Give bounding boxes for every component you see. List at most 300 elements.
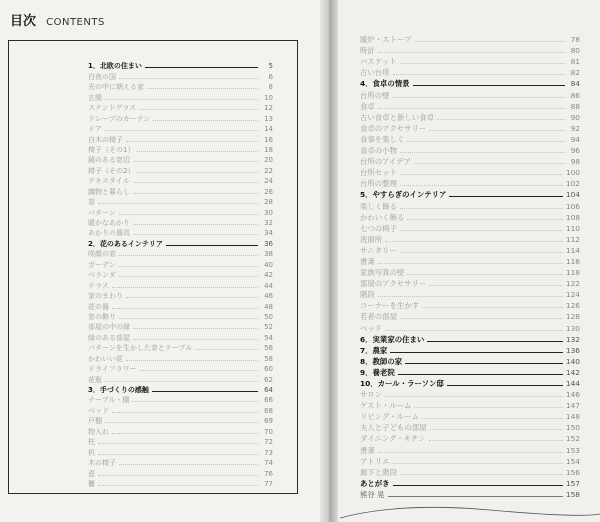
toc-page-number: 68 [264, 406, 273, 415]
toc-leader-line [105, 422, 258, 423]
toc-entry-title: パターンを生かした窓とテーブル [88, 344, 193, 353]
toc-leader-line [400, 63, 565, 64]
toc-entry [360, 244, 580, 255]
toc-leader-line [98, 203, 258, 204]
toc-leader-line [405, 363, 563, 364]
toc-page-number: 116 [565, 256, 580, 266]
toc-entry [360, 211, 580, 222]
toc-list-left [88, 60, 273, 488]
toc-leader-line [152, 391, 258, 392]
book-gutter [320, 0, 338, 522]
toc-leader-line [195, 349, 258, 350]
toc-entry-title: 椅子（その2） [88, 166, 135, 175]
toc-leader-line [147, 88, 258, 89]
toc-entry [88, 60, 273, 70]
toc-entry-title: 洗面所 [360, 234, 383, 244]
toc-entry-title: 8．教師の家 [360, 356, 403, 366]
toc-page-number: 150 [565, 423, 580, 433]
toc-entry-title: 織物と暮らし [88, 187, 130, 196]
toc-leader-line [407, 274, 563, 275]
toc-page-number: 42 [264, 271, 273, 280]
toc-leader-line [126, 297, 258, 298]
toc-entry [88, 352, 273, 362]
toc-leader-line [414, 41, 565, 42]
toc-leader-line [112, 287, 258, 288]
toc-leader-line [133, 182, 258, 183]
toc-leader-line [378, 452, 563, 453]
toc-entry-title: 7．農家 [360, 345, 388, 355]
toc-entry-title: 机 [88, 448, 95, 457]
toc-page-number: 50 [264, 312, 273, 321]
toc-page-number: 34 [264, 229, 273, 238]
toc-entry-title: 家族写真の壁 [360, 268, 405, 278]
toc-page-number: 153 [565, 445, 580, 455]
toc-entry-title: 食卓の小物 [360, 146, 397, 156]
toc-leader-line [140, 370, 258, 371]
toc-entry-title: 若者の部屋 [360, 312, 397, 322]
toc-leader-line [105, 381, 258, 382]
toc-page-number: 106 [565, 201, 580, 211]
toc-entry-title: 緑のある部屋 [88, 333, 130, 342]
toc-entry [88, 478, 273, 488]
toc-entry-title: ドア [88, 125, 102, 134]
toc-entry [88, 457, 273, 467]
toc-leader-line [385, 330, 563, 331]
toc-page-number: 69 [264, 417, 273, 426]
toc-entry [360, 443, 580, 454]
toc-leader-line [166, 245, 258, 246]
decorative-curve [340, 500, 600, 522]
toc-entry [88, 331, 273, 341]
toc-entry [88, 394, 273, 404]
toc-entry-title: パターン [88, 208, 116, 217]
toc-page-number: 30 [264, 208, 273, 217]
toc-entry-title: 夫人と子どもの部屋 [360, 423, 427, 433]
toc-entry-title: 窓 [88, 198, 95, 207]
toc-entry [88, 363, 273, 373]
toc-entry-title: 台所の整理 [360, 179, 397, 189]
toc-page-number: 156 [565, 467, 580, 477]
toc-page-number: 98 [570, 157, 580, 167]
toc-leader-line [400, 152, 565, 153]
toc-entry [360, 388, 580, 399]
toc-entry [360, 155, 580, 166]
toc-entry-title: バスケット [360, 57, 397, 67]
toc-page-number: 80 [570, 46, 580, 56]
toc-page-number: 100 [565, 168, 580, 178]
toc-entry-title: かわいく飾る [360, 212, 405, 222]
toc-leader-line [413, 85, 566, 86]
toc-entry [360, 333, 580, 344]
toc-page-number: 74 [264, 459, 273, 468]
toc-entry-title: 2．花のあるインテリア [88, 239, 163, 248]
toc-entry [360, 144, 580, 155]
toc-entry-title: 花の器 [88, 302, 109, 311]
toc-page-number: 108 [565, 212, 580, 222]
toc-entry-title: 書斎 [360, 256, 375, 266]
toc-page-number: 147 [565, 401, 580, 411]
contents-subtitle: CONTENTS [46, 17, 105, 28]
toc-entry-title: あとがき [360, 478, 390, 488]
toc-leader-line [119, 318, 258, 319]
toc-page-number: 44 [264, 281, 273, 290]
toc-leader-line [119, 255, 258, 256]
toc-leader-line [447, 385, 563, 386]
toc-leader-line [400, 474, 563, 475]
toc-page-number: 96 [570, 146, 580, 156]
toc-leader-line [400, 252, 563, 253]
toc-entry-title: 戸棚 [88, 417, 102, 426]
toc-entry [360, 33, 580, 44]
toc-page-number: 20 [264, 156, 273, 165]
toc-leader-line [119, 464, 258, 465]
toc-page-number: 86 [570, 90, 580, 100]
toc-leader-line [119, 276, 258, 277]
toc-entry-title: ベッド [88, 406, 109, 415]
toc-entry-title: ステンドグラス [88, 104, 137, 113]
toc-entry [88, 185, 273, 195]
toc-entry [88, 237, 273, 247]
toc-page-number: 26 [264, 187, 273, 196]
toc-leader-line [400, 230, 563, 231]
toc-entry [360, 255, 580, 266]
toc-entry [360, 421, 580, 432]
toc-page-number: 136 [565, 345, 580, 355]
toc-page-number: 18 [264, 145, 273, 154]
toc-entry [360, 77, 580, 88]
toc-page-number: 12 [264, 104, 273, 113]
toc-entry [360, 44, 580, 55]
toc-leader-line [139, 109, 258, 110]
toc-entry-title: ドライフラワー [88, 365, 137, 374]
toc-entry [88, 248, 273, 258]
toc-page-number: 13 [264, 114, 273, 123]
toc-page-number: 81 [570, 57, 580, 67]
toc-leader-line [112, 433, 258, 434]
toc-entry-title: ベランダ [88, 271, 116, 280]
toc-entry [360, 310, 580, 321]
toc-page-number: 76 [264, 469, 273, 478]
toc-entry-title: 9．養老院 [360, 367, 395, 377]
toc-entry-title: 柱 [88, 438, 95, 447]
toc-page-number: 158 [565, 489, 580, 499]
toc-page-number: 36 [264, 239, 273, 248]
toc-leader-line [112, 308, 258, 309]
toc-entry-title: かわいい花 [88, 354, 123, 363]
toc-leader-line [105, 99, 258, 100]
toc-entry [88, 321, 273, 331]
toc-entry [88, 154, 273, 164]
toc-page-number: 152 [565, 434, 580, 444]
toc-page-number: 82 [570, 68, 580, 78]
toc-leader-line [422, 418, 563, 419]
contents-title: 目次 [10, 14, 37, 29]
toc-leader-line [393, 74, 565, 75]
toc-page-number: 94 [570, 134, 580, 144]
toc-page-number: 144 [565, 379, 580, 388]
toc-entry [88, 206, 273, 216]
toc-entry-title: 暖かなあかり [88, 219, 130, 227]
toc-page-number: 46 [264, 292, 273, 301]
toc-entry-title: テラス [88, 281, 109, 290]
toc-page-number: 84 [570, 79, 580, 89]
toc-page-number: 72 [264, 438, 273, 447]
toc-entry-title: 10．カール・ラーソン邸 [360, 379, 444, 388]
toc-page-number: 22 [264, 166, 273, 175]
toc-entry [360, 188, 580, 199]
toc-leader-line [378, 52, 565, 53]
toc-entry-title: 家のまわり [88, 292, 123, 301]
toc-entry [88, 373, 273, 383]
toc-entry-title: 古い食卓と新しい食卓 [360, 112, 434, 122]
toc-entry-title: 部屋のアクセサリー [360, 279, 427, 289]
toc-entry [88, 269, 273, 279]
toc-leader-line [407, 141, 565, 142]
toc-entry [360, 122, 580, 133]
toc-entry-title: 七つの椅子 [360, 223, 397, 233]
toc-entry [88, 300, 273, 310]
toc-leader-line [393, 485, 563, 486]
toc-entry [88, 436, 273, 446]
toc-entry-title: 台所のアイデア [360, 157, 412, 167]
toc-entry-title: サロン [360, 390, 383, 400]
toc-page-number: 126 [565, 301, 580, 311]
toc-leader-line [119, 78, 258, 79]
toc-page-number: 110 [565, 223, 580, 233]
toc-entry [88, 342, 273, 352]
toc-page-number: 54 [264, 333, 273, 342]
toc-entry [88, 290, 273, 300]
toc-leader-line [414, 407, 562, 408]
toc-entry [88, 175, 273, 185]
toc-page-number: 112 [565, 234, 580, 244]
toc-entry [360, 355, 580, 366]
toc-entry-title: 白夜の国 [88, 72, 116, 81]
toc-entry-title: 咲顔の窓 [88, 250, 116, 259]
toc-leader-line [407, 219, 563, 220]
toc-page-number: 130 [565, 323, 580, 333]
toc-leader-line [133, 161, 258, 162]
toc-entry-title: 階段 [360, 290, 375, 300]
toc-entry-title: 食卓のアクセサリー [360, 123, 427, 133]
toc-page-number: 60 [264, 365, 273, 374]
toc-leader-line [133, 328, 258, 329]
toc-leader-line [98, 485, 258, 486]
toc-leader-line [119, 266, 258, 267]
toc-entry-title: 楽しく飾る [360, 201, 397, 211]
toc-leader-line [145, 67, 258, 68]
toc-entry [360, 177, 580, 188]
toc-entry-title: 3．手づくりの感触 [88, 386, 149, 394]
toc-entry [88, 404, 273, 414]
toc-page-number: 66 [264, 396, 273, 405]
toc-leader-line [437, 119, 565, 120]
toc-leader-line [429, 440, 563, 441]
toc-entry-title: 木の椅子 [88, 459, 116, 468]
toc-entry [88, 102, 273, 112]
toc-entry-title: 光の中に朝える家 [88, 83, 144, 92]
toc-leader-line [400, 185, 563, 186]
toc-page-number: 48 [264, 302, 273, 311]
toc-entry [88, 196, 273, 206]
toc-entry-title: 6．実業家の住まい [360, 334, 425, 344]
toc-page-number: 122 [565, 279, 580, 289]
toc-entry-title: 白木の椅子 [88, 135, 123, 144]
toc-leader-line [133, 224, 258, 225]
toc-entry [360, 66, 580, 77]
toc-leader-line [98, 475, 258, 476]
toc-page-number: 10 [264, 93, 273, 102]
toc-entry-title: 部屋の中の緑 [88, 323, 130, 332]
toc-leader-line [378, 296, 563, 297]
toc-entry [360, 488, 580, 499]
toc-page-number: 118 [565, 268, 580, 278]
toc-leader-line [400, 208, 563, 209]
toc-leader-line [392, 463, 562, 464]
toc-entry-title: 花瓶 [88, 375, 102, 384]
toc-entry [360, 166, 580, 177]
toc-entry [360, 100, 580, 111]
toc-entry [360, 432, 580, 443]
toc-entry-title: 5．やすらぎのインテリア [360, 190, 447, 200]
toc-entry [88, 70, 273, 80]
toc-entry [88, 112, 273, 122]
toc-leader-line [422, 307, 563, 308]
toc-page-number: 132 [565, 334, 580, 344]
toc-entry [360, 344, 580, 355]
toc-leader-line [153, 120, 258, 121]
toc-page-number: 78 [570, 35, 580, 45]
toc-leader-line [414, 163, 565, 164]
toc-leader-line [393, 97, 565, 98]
toc-entry [360, 266, 580, 277]
toc-entry-title: 古い台所 [360, 68, 390, 78]
toc-leader-line [427, 341, 563, 342]
toc-entry [360, 410, 580, 421]
toc-entry [360, 233, 580, 244]
toc-entry [360, 299, 580, 310]
toc-page-number: 32 [264, 219, 273, 227]
toc-page-number: 90 [570, 112, 580, 122]
toc-leader-line [137, 151, 258, 152]
toc-leader-line [388, 496, 563, 497]
toc-entry [88, 446, 273, 456]
toc-entry [360, 399, 580, 410]
toc-leader-line [112, 412, 258, 413]
toc-entry [88, 133, 273, 143]
toc-entry [360, 288, 580, 299]
toc-leader-line [390, 352, 563, 353]
toc-entry-title: 時計 [360, 46, 375, 56]
toc-leader-line [449, 196, 562, 197]
toc-page-number: 154 [565, 456, 580, 466]
toc-leader-line [105, 130, 258, 131]
toc-entry-title: テーブル・棚 [88, 396, 130, 405]
toc-leader-line [98, 454, 258, 455]
toc-page-number: 104 [565, 190, 580, 200]
toc-leader-line [133, 339, 258, 340]
toc-entry [360, 55, 580, 66]
toc-entry [88, 384, 273, 394]
toc-page-number: 5 [268, 62, 273, 71]
toc-entry [88, 227, 273, 237]
toc-page-number: 6 [268, 72, 273, 81]
toc-entry-title: 台所セット [360, 168, 397, 178]
toc-entry-title: ダイニング・キチン [360, 434, 426, 444]
toc-leader-line [430, 429, 563, 430]
toc-entry-title: 書斎 [360, 445, 375, 455]
toc-entry [360, 455, 580, 466]
toc-entry-title: 壺 [88, 469, 95, 478]
toc-entry-title: テキスタイル [88, 177, 130, 186]
toc-entry-title: 1．北欧の住まい [88, 62, 142, 71]
toc-entry [360, 321, 580, 332]
toc-entry [88, 144, 273, 154]
toc-page-number: 28 [264, 198, 273, 207]
toc-entry [360, 88, 580, 99]
toc-leader-line [429, 130, 565, 131]
toc-leader-line [400, 318, 563, 319]
toc-entry [88, 311, 273, 321]
toc-entry [88, 425, 273, 435]
toc-page-number: 92 [570, 123, 580, 133]
toc-leader-line [126, 141, 258, 142]
contents-heading [10, 10, 105, 30]
toc-entry [88, 123, 273, 133]
toc-entry [88, 91, 273, 101]
toc-page-number: 114 [565, 245, 580, 255]
toc-entry-title: ゲスト・ルーム [360, 401, 412, 411]
toc-entry [88, 81, 273, 91]
toc-page-number: 142 [565, 367, 580, 377]
toc-page-number: 8 [268, 83, 273, 92]
toc-page-number: 14 [264, 125, 273, 134]
toc-leader-line [429, 285, 563, 286]
toc-page-number: 124 [565, 290, 580, 300]
toc-entry-title: サニタリー [360, 245, 397, 255]
toc-leader-line [98, 443, 258, 444]
toc-page-number: 70 [264, 427, 273, 436]
toc-entry [88, 279, 273, 289]
toc-leader-line [119, 214, 258, 215]
toc-entry [360, 199, 580, 210]
toc-entry-title: コーナーを生かす [360, 301, 420, 311]
toc-entry [360, 477, 580, 488]
toc-entry [88, 217, 273, 227]
toc-list-right [360, 33, 580, 499]
toc-entry [88, 258, 273, 268]
toc-entry [360, 222, 580, 233]
toc-page-number: 38 [264, 250, 273, 259]
toc-page-number: 40 [264, 260, 273, 269]
toc-entry-title: ドレープのカーテン [88, 114, 151, 123]
toc-leader-line [133, 193, 258, 194]
toc-entry [360, 466, 580, 477]
toc-entry [360, 111, 580, 122]
toc-leader-line [378, 263, 563, 264]
toc-page-number: 52 [264, 323, 273, 332]
toc-page-number: 102 [565, 179, 580, 189]
toc-entry-title: 熊谷 晃 [360, 489, 385, 499]
toc-page-number: 16 [264, 135, 273, 144]
toc-page-number: 148 [565, 412, 580, 422]
toc-entry-title: 物入れ [88, 427, 109, 436]
toc-leader-line [378, 108, 565, 109]
toc-leader-line [400, 174, 563, 175]
toc-page-number: 77 [264, 479, 273, 488]
toc-page-number: 64 [264, 386, 273, 394]
toc-page-number: 88 [570, 101, 580, 111]
